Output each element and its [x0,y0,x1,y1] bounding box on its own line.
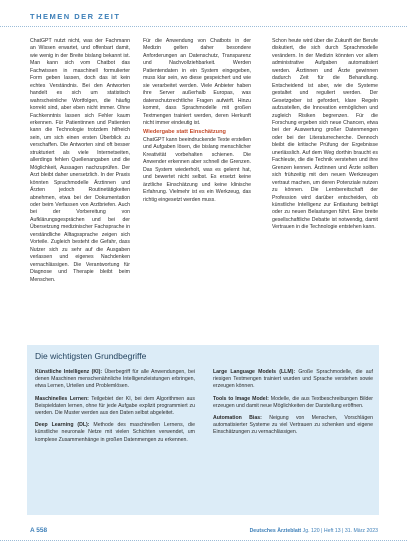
page-number: A 558 [30,527,48,534]
glossary-definition: Modelle, die aus Textbeschreibungen Bilder erzeugen und damit neue Möglichkeiten der Darstellung eröffnen. [213,395,373,409]
glossary-entry [35,422,195,444]
glossary-definition: Teilgebiet der KI, bei dem Algorithmen aus Beispieldaten lernen, ohne für jede Aufgabe explizit programmiert zu werden. Die Muster werden aus den Daten selbst abgeleitet. [35,395,195,417]
glossary-entry [213,396,373,410]
journal-issue: Jg. 120 | Heft 13 | 31. März 2023 [302,528,378,534]
glossary-term: Künstliche Intelligenz (KI): [35,369,103,375]
glossary-column-right [213,369,373,442]
section-header: THEMEN DER ZEIT [30,12,121,21]
header-divider [0,26,407,33]
glossary-title: Die wichtigsten Grundbegriffe [35,351,147,361]
glossary-entry [213,369,373,391]
glossary-definition: Große Sprachmodelle, die auf riesigen Textmengen trainiert wurden und Sprache verstehen sowie erzeugen können. [213,369,373,390]
glossary-definition: Überbegriff für alle Anwendungen, bei denen Maschinen menschenähnliche Intelligenzleistungen erbringen, etwa Lernen, Urteilen und Problemlösen. [35,369,195,390]
column-2-text-a: Für die Anwendung von Chatbots in der Medizin gelten daher besondere Anforderungen an Datenschutz, Transparenz und Nachvollziehbarkeit. Werden Patientendaten in ein System eingegeben, muss klar sein, wo diese gespeichert und wie sie verarbeitet werden. Viele Anbieter haben ihre Server außerhalb Europas, was datenschutzrechtliche Fragen aufwirft. Hinzu kommt, dass Sprachmodelle mit großen Textmengen trainiert werden, deren Herkunft nicht immer eindeutig ist. [143,38,251,126]
glossary-column-left [35,369,195,449]
journal-citation [250,528,378,534]
column-2-text-b: ChatGPT kann beeindruckende Texte erstellen und Aufgaben lösen, die bislang menschlicher Kreativität vorbehalten schienen. Die Anwender erkennen aber schnell die Grenzen. Das System wiederholt, was es gelernt hat, und bewertet nicht selbst. Es ersetzt keine ärztliche Einschätzung und keine klinische Erfahrung. Vielmehr ist es ein Werkzeug, das richtig eingesetzt werden muss. [143,136,251,203]
glossary-box [27,345,379,515]
glossary-term: Large Language Models (LLM): [213,369,296,375]
glossary-entry [35,396,195,418]
glossary-entry [35,369,195,391]
column-1-text: ChatGPT nutzt nicht, was der Fachmann an Wissen erwartet, und offenbart damit, wie wenig in der Breite bislang bekannt ist. Man kann sich vom Chatbot das Fachwissen in maschinell formulierter Form geben lassen, doch das ist kein echtes Verständnis. Bei den Antworten handelt es sich um statistisch wahrscheinliche Wortfolgen, die häufig korrekt sind, aber eben nicht immer. Ohne Fachkenntnis lassen sich Fehler kaum erkennen. Für Patientinnen und Patienten kann die Technologie trotzdem hilfreich sein, um sich einen ersten Überblick zu verschaffen. Die Antworten sind oft besser strukturiert als viele Internetseiten, allerdings fehlen Quellenangaben und die Möglichkeit, Aussagen nachzuprüfen. Der Arzt bleibt daher unersetzlich. In der Praxis könnten Sprachmodelle Ärztinnen und Ärzten jedoch Routinetätigkeiten abnehmen, etwa bei der Dokumentation oder beim Verfassen von Arztbriefen. Auch bei der Vorbereitung von Aufklärungsgesprächen und bei der Übersetzung medizinischer Fachsprache in verständliche Alltagssprache zeigen sich Vorteile. Zugleich besteht die Gefahr, dass Nutzer sich zu sehr auf die Ausgaben verlassen und eigenes Nachdenken vernachlässigen. Die Verantwortung für Diagnose und Therapie bleibt beim Menschen. [30,38,130,283]
glossary-term: Deep Learning (DL): [35,422,90,429]
column-2-subheading: Wiedergabe statt Einschätzung [143,129,226,136]
glossary-term: Automation Bias: [213,415,262,422]
footer-divider [0,540,407,541]
glossary-term: Tools to Image Model: [213,395,269,402]
journal-name: Deutsches Ärzteblatt [249,528,302,534]
glossary-definition: Neigung von Menschen, Vorschlägen automatisierter Systeme zu viel Vertrauen zu schenken und eigene Einschätzungen zu vernachlässigen. [213,415,373,436]
glossary-entry [213,415,373,437]
article-column-2 [143,38,251,204]
glossary-definition: Methode des maschinellen Lernens, die künstliche neuronale Netze mit vielen Schichten verwendet, um komplexe Zusammenhänge in großen Datenmengen zu erkennen. [35,422,195,443]
article-column-3 [272,38,378,232]
article-column-1 [30,38,130,284]
glossary-term: Maschinelles Lernen: [35,395,89,402]
column-3-text: Schon heute wird über die Zukunft der Berufe diskutiert, die sich durch Sprachmodelle verändern. In der Medizin könnten vor allem administrative Aufgaben automatisiert werden. Ärztinnen und Ärzte gewinnen dadurch Zeit für die Behandlung. Entscheidend ist aber, wie die Systeme gestaltet und reguliert werden. Der Gesetzgeber ist gefordert, klare Regeln aufzustellen, die Innovation ermöglichen und zugleich Risiken begrenzen. Für die Forschung ergeben sich neue Chancen, etwa bei der Auswertung großer Datenmengen oder bei der Literaturrecherche. Dennoch bleibt die kritische Prüfung der Ergebnisse unerlässlich. Auf dem Weg dorthin braucht es Fachleute, die die Technik verstehen und ihre Grenzen kennen. Ärztinnen und Ärzte sollten sich frühzeitig mit den neuen Werkzeugen vertraut machen, um deren Potenziale nutzen zu können. Die Lernbereitschaft der Profession wird darüber entscheiden, ob künstliche Intelligenz zur Entlastung beiträgt oder zu neuen Belastungen führt. Eine breite gesellschaftliche Debatte ist notwendig, damit Vertrauen in die Technologie entstehen kann. [272,38,378,231]
